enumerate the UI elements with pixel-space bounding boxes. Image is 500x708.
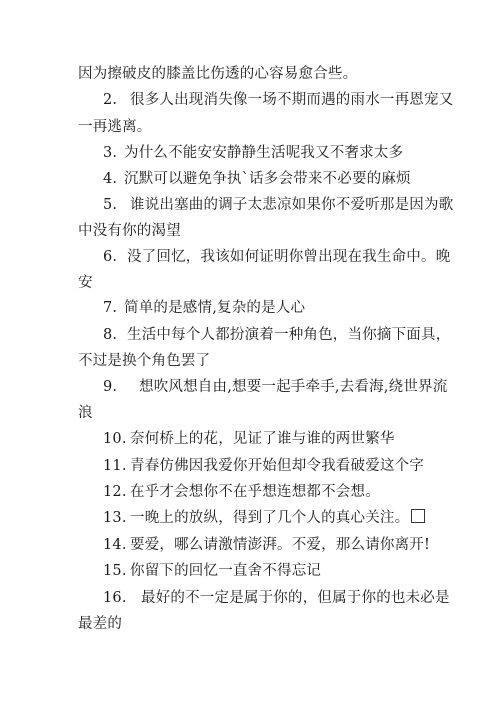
item-text: 生活中每个人都扮演着一种角色，当你摘下面具， xyxy=(127,327,451,343)
item-text: 沉默可以避免争执`话多会带来不必要的麻烦 xyxy=(124,171,411,187)
item-text: 为什么不能安安静静生活呢我又不奢求太多 xyxy=(124,145,404,161)
text-line-continuation: 不过是换个角色罢了 xyxy=(78,353,211,369)
item-number: 3. xyxy=(103,145,118,161)
list-item-4 xyxy=(103,169,411,189)
item-number: 15. xyxy=(103,563,127,579)
list-item-15 xyxy=(103,561,321,581)
list-item-13 xyxy=(103,508,425,528)
item-number: 5. xyxy=(103,197,118,213)
list-item-8 xyxy=(103,325,450,345)
text-line-continuation: 一再逃离。 xyxy=(78,119,152,135)
list-item-2 xyxy=(103,90,453,110)
item-text: 最好的不一定是属于你的，但属于你的也未必是 xyxy=(141,590,450,606)
list-item-6 xyxy=(103,247,450,267)
empty-box-glyph xyxy=(411,509,425,523)
item-text: 没了回忆，我该如何证明你曾出现在我生命中。晚 xyxy=(127,249,451,265)
item-number: 9. xyxy=(103,379,118,395)
item-number: 6. xyxy=(103,249,118,265)
list-item-9 xyxy=(103,377,447,397)
list-item-11 xyxy=(103,456,424,476)
item-number: 14. xyxy=(103,537,127,553)
item-text: 简单的是感情,复杂的是人心 xyxy=(124,300,306,316)
list-item-14 xyxy=(103,535,430,555)
list-item-12 xyxy=(103,482,380,502)
item-number: 10. xyxy=(103,431,127,447)
list-item-5 xyxy=(103,195,453,215)
text-line-continuation: 最差的 xyxy=(78,616,123,632)
item-text: 青春仿佛因我爱你开始但却令我看破爱这个字 xyxy=(130,458,424,474)
item-text: 谁说出塞曲的调子太悲凉如果你不爱听那是因为歌 xyxy=(130,197,454,213)
item-number: 2. xyxy=(103,92,118,108)
item-text: 一晚上的放纵，得到了几个人的真心关注。 xyxy=(130,510,410,526)
list-item-7 xyxy=(103,298,305,318)
item-number: 13. xyxy=(103,510,127,526)
item-number: 8. xyxy=(103,327,118,343)
item-number: 11. xyxy=(103,458,127,474)
item-text: 你留下的回忆一直舍不得忘记 xyxy=(130,563,322,579)
item-number: 7. xyxy=(103,300,118,316)
text-line-continuation: 安 xyxy=(78,275,93,291)
text-line: 因为擦破皮的膝盖比伤透的心容易愈合些。 xyxy=(78,66,358,82)
text-line-continuation: 浪 xyxy=(78,405,93,421)
item-number: 12. xyxy=(103,484,127,500)
text-line-continuation: 中没有你的渴望 xyxy=(78,223,181,239)
item-number: 16. xyxy=(103,590,127,606)
item-text: 想吹风想自由,想要一起手牵手,去看海,绕世界流 xyxy=(139,379,448,395)
item-text: 在乎才会想你不在乎想连想都不会想。 xyxy=(130,484,380,500)
item-text: 很多人出现消失像一场不期而遇的雨水一再恩宠又 xyxy=(130,92,454,108)
item-text: 要爱，哪么请激情澎湃。不爱，那么请你离开! xyxy=(130,537,431,553)
list-item-3 xyxy=(103,143,403,163)
list-item-16 xyxy=(103,588,450,608)
list-item-10 xyxy=(103,429,395,449)
item-number: 4. xyxy=(103,171,118,187)
item-text: 奈何桥上的花，见证了谁与谁的两世繁华 xyxy=(130,431,395,447)
